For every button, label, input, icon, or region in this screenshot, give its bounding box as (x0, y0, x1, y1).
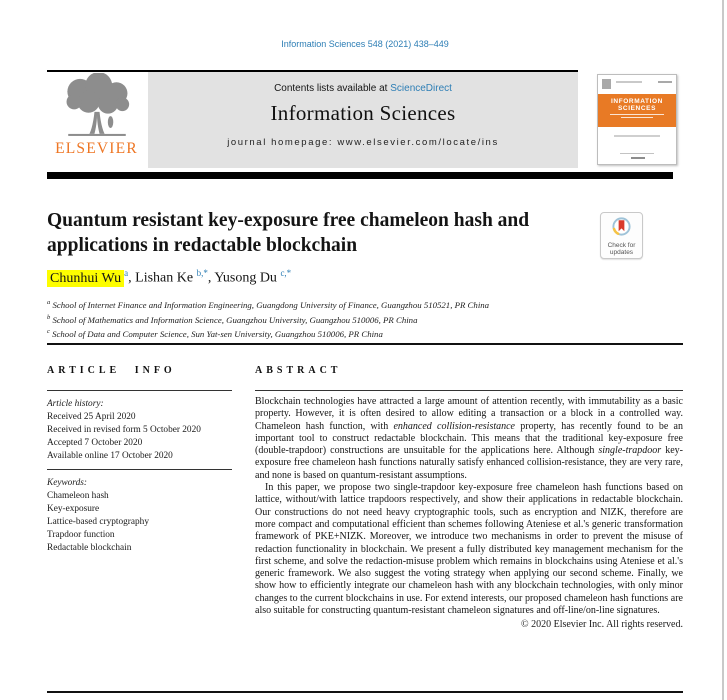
author-name-1-highlighted: Chunhui Wu (47, 270, 124, 287)
contents-lists-line (148, 83, 578, 94)
affiliation-c-sup: c (47, 328, 50, 336)
cover-title-band (598, 94, 676, 127)
elsevier-tree-icon (47, 73, 146, 139)
cover-title-line1: INFORMATION (611, 98, 663, 105)
affiliation-b (47, 312, 647, 327)
affiliation-c (47, 326, 647, 341)
abstract-body (255, 396, 683, 617)
journal-cover-thumbnail[interactable] (597, 74, 677, 165)
article-info-column (47, 355, 237, 631)
copyright-line: © 2020 Elsevier Inc. All rights reserved. (520, 619, 683, 631)
cover-footer-bar (620, 153, 654, 155)
article-info-heading: ARTICLE INFO (47, 365, 176, 376)
keyword-5: Redactable blockchain (47, 543, 132, 553)
cover-subtitle-bar (610, 114, 665, 115)
cover-editors-bar (614, 135, 661, 137)
cover-title (598, 94, 676, 112)
cover-subtitle-bar2 (621, 117, 654, 118)
affiliation-a-text: School of Internet Finance and Information Engineering, Guangdong University of Finance, Guangzhou 510521, PR China (50, 299, 490, 310)
elsevier-wordmark: ELSEVIER (55, 140, 138, 157)
journal-homepage-link[interactable]: journal homepage: www.elsevier.com/locate/ins (227, 137, 499, 148)
contents-lists-text: Contents lists available at (274, 83, 391, 94)
abstract-paragraph-1 (255, 396, 683, 482)
abstract-heading: ABSTRACT (255, 365, 342, 376)
keyword-3: Lattice-based cryptography (47, 517, 149, 527)
author-1-affiliation-sup[interactable]: a (124, 268, 129, 278)
cover-top-text-bar (616, 81, 642, 83)
header-bottom-bar (47, 172, 673, 179)
abstract-p1-italic2: single-trapdoor (598, 445, 662, 457)
abstract-p1-part1: Blockchain technologies have attracted a large amount of attention recently, with immutability as a basic property. However, it is often desired to allow editing a transaction or a block in a controlled way. Chameleon hash function, with (255, 396, 683, 432)
abstract-paragraph-2: In this paper, we propose two single-trapdoor key-exposure free chameleon hash functions based on lattice, without/with lattice trapdoors respectively, and show their applications in redactable blockchain. Our constructions do not need heavy cryptographic tools, such as encryption and NIZK, therefore are more compact and computational efficient than schemes following Ateniese et al.'s generic transformation framework of PKE+NIZK. Moreover, we introduce two mechanisms in order to prevent the misuse of redaction functionality in blockchain. We present a fully distributed key management mechanism for the first scheme, and solve the redaction-misuse problem which remains in blockchains using Ateniese et al.'s generic framework. We also suggest the voting strategy when applying our second scheme. Finally, we show how to efficiently integrate our chameleon hash with any blockchain technologies, with only minor changes to the current blockchains in use. For extend interests, our proposed chameleon hash functions are also suitable for constructing quantum-resistant chameleon signatures and off-line/on-line signatures. (255, 482, 683, 617)
cover-publisher-bar (631, 157, 645, 160)
keywords-divider-rule (47, 469, 232, 470)
section-divider-rule-top (47, 343, 683, 345)
author-name-2: Lishan Ke (135, 270, 194, 286)
abstract-p1-italic1: enhanced collision-resistance (393, 420, 515, 432)
abstract-p1-part3: key-exposure free chameleon hash functions naturally satisfy enhanced collision-resistance, they are very rare, and none is based on quantum-resistant assumptions. (255, 445, 683, 481)
history-accepted: Accepted 7 October 2020 (47, 438, 143, 448)
affiliation-a (47, 297, 647, 312)
article-info-rule (47, 390, 232, 391)
journal-citation-link[interactable]: Information Sciences 548 (2021) 438–449 (281, 39, 449, 49)
affiliation-c-text: School of Data and Computer Science, Sun Yat-sen University, Guangzhou 510006, PR China (49, 329, 383, 340)
authors-line (47, 268, 647, 287)
section-divider-rule-bottom (47, 691, 683, 693)
cover-publisher-logo (602, 79, 611, 89)
history-revised: Received in revised form 5 October 2020 (47, 425, 201, 435)
affiliations-block (47, 297, 647, 341)
author-name-3: Yusong Du (214, 270, 277, 286)
abstract-rule (255, 390, 683, 391)
journal-title: Information Sciences (270, 101, 456, 125)
keyword-1: Chameleon hash (47, 491, 109, 501)
keyword-4: Trapdoor function (47, 530, 115, 540)
affiliation-a-sup: a (47, 299, 51, 306)
check-for-updates-line1: Check for (607, 242, 636, 249)
affiliation-b-text: School of Mathematics and Information Science, Guangzhou University, Guangzhou 510006, PR China (50, 314, 418, 325)
author-separator-1: , (128, 270, 136, 286)
author-2-affiliation-sup[interactable]: b,* (196, 268, 208, 278)
sciencedirect-link[interactable]: ScienceDirect (390, 83, 452, 94)
elsevier-logo (47, 73, 146, 168)
page-right-edge (722, 0, 724, 700)
author-separator-2: , (207, 270, 215, 286)
cover-issue-text-bar (658, 81, 672, 83)
history-online: Available online 17 October 2020 (47, 451, 173, 461)
cover-title-line2: SCIENCES (617, 105, 657, 112)
check-for-updates-line2: updates (609, 249, 634, 256)
abstract-column (255, 355, 683, 631)
history-received: Received 25 April 2020 (47, 412, 136, 422)
abstract-p1-part2: property, has recently found to be an important tool to construct redactable blockchain. This means that the traditional key-exposure free (double-trapdoor) constructions are unsuitable for the applications here. Although (255, 420, 683, 457)
affiliation-b-sup: b (47, 313, 51, 321)
keyword-2: Key-exposure (47, 504, 100, 514)
paper-title: Quantum resistant key-exposure free chameleon hash and applications in redactable blockchain (47, 210, 530, 256)
info-abstract-columns (47, 355, 683, 631)
check-for-updates-badge[interactable] (600, 212, 643, 259)
article-history-label: Article history: (47, 399, 104, 409)
author-3-affiliation-sup[interactable]: c,* (280, 268, 292, 278)
keywords-label: Keywords: (47, 478, 87, 488)
journal-header-panel (148, 72, 578, 168)
check-for-updates-icon (611, 224, 632, 241)
check-for-updates-label (601, 242, 642, 256)
